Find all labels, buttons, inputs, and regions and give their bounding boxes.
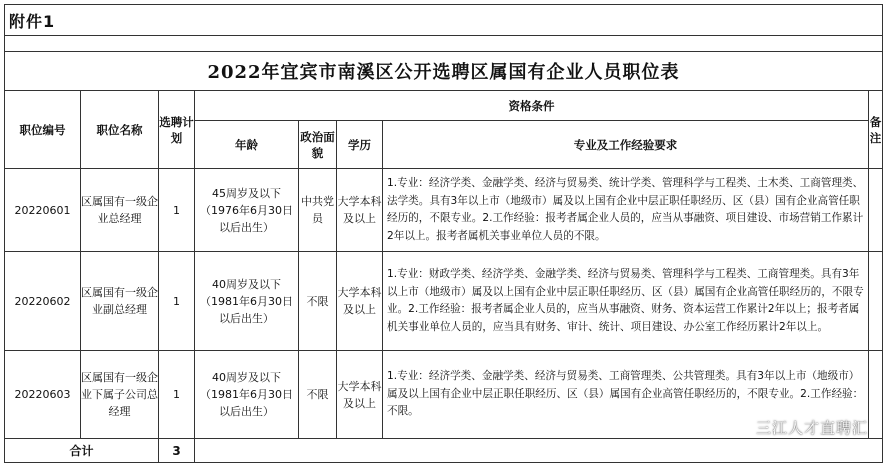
header-age: 年龄 [195,121,299,169]
row-requirements: 1.专业：财政学类、经济学类、金融学类、经济与贸易类、管理科学与工程类、工商管理类。具有3年以上市（地级市）属及以上国有企业中层正职任职经历、区（县）属国有企业高管任职经历的，不限专业。2.工作经验：报考者属企业人员的，应当从事融资、财务、资本运营工作累计2年以上；报考者属机关事业单位人员的，应当具有财务、审计、统计、项目建设、办公室工作经历累计2年以上。 [383,252,869,351]
row-plan: 1 [159,252,195,351]
row-education: 大学本科及以上 [337,169,383,252]
row-code: 20220602 [5,252,81,351]
header-education: 学历 [337,121,383,169]
total-empty [195,439,883,463]
total-label: 合计 [5,439,159,463]
row-name: 区属国有一级企业下属子公司总经理 [81,351,159,439]
watermark [731,417,868,438]
spacer-row [5,36,883,52]
header-remarks: 备注 [869,91,883,169]
wechat-icon [731,418,751,438]
header-political: 政治面貌 [299,121,337,169]
annex-label: 附件1 [5,5,883,36]
row-name: 区属国有一级企业总经理 [81,169,159,252]
row-requirements: 1.专业：经济学类、金融学类、经济与贸易类、工商管理类、公共管理类。具有3年以上市（地级市）属及以上国有企业中层正职任职经历、区（县）属国有企业高管任职经历的，不限专业。2.工作经验：不限。 [383,351,869,439]
header-name: 职位名称 [81,91,159,169]
row-remarks [869,351,883,439]
header-code: 职位编号 [5,91,81,169]
row-requirements: 1.专业：经济学类、金融学类、经济与贸易类、统计学类、管理科学与工程类、土木类、工商管理类、法学类。具有3年以上市（地级市）属及以上国有企业中层正职任职经历、区（县）国有企业高管任职经历的，不限专业。2.工作经验：报考者属企业人员的，应当从事融资、项目建设、市场营销工作累计2年以上。报考者属机关事业单位人员的不限。 [383,169,869,252]
row-code: 20220601 [5,169,81,252]
table-row [5,169,883,252]
row-name: 区属国有一级企业副总经理 [81,252,159,351]
row-political: 不限 [299,252,337,351]
table-row [5,252,883,351]
header-plan: 选聘计划 [159,91,195,169]
row-plan: 1 [159,351,195,439]
header-experience: 专业及工作经验要求 [383,121,869,169]
row-remarks [869,169,883,252]
row-political: 不限 [299,351,337,439]
row-education: 大学本科及以上 [337,252,383,351]
row-education: 大学本科及以上 [337,351,383,439]
row-plan: 1 [159,169,195,252]
row-remarks [869,252,883,351]
row-code: 20220603 [5,351,81,439]
total-row [5,439,883,463]
row-age: 40周岁及以下（1981年6月30日以后出生） [195,252,299,351]
watermark-text: 三江人才直聘汇 [755,419,868,437]
total-value: 3 [159,439,195,463]
row-age: 40周岁及以下（1981年6月30日以后出生） [195,351,299,439]
position-table [4,4,883,463]
row-age: 45周岁及以下（1976年6月30日以后出生） [195,169,299,252]
header-qualifications: 资格条件 [195,91,869,121]
table-title: 2022年宜宾市南溪区公开选聘区属国有企业人员职位表 [5,52,883,91]
row-political: 中共党员 [299,169,337,252]
